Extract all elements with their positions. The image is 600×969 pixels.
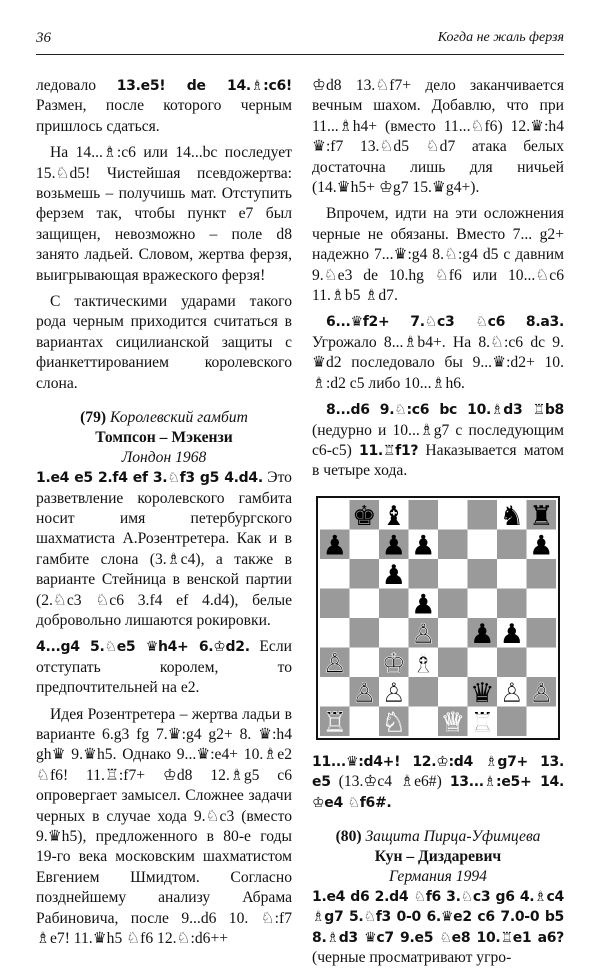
game-number: (79): [80, 409, 107, 427]
text-run: Размен, после которого черным пришлось сдаться.: [36, 97, 292, 135]
white-pawn-icon: [382, 677, 406, 708]
board-square: [438, 588, 468, 618]
paragraph: [36, 76, 292, 137]
paragraph: [36, 637, 292, 698]
board-square: [350, 588, 380, 618]
text-run: Угрожало 8...♗b4+. На 8.♘:c6 dc 9. ♛d2 последовало бы 9...♛:d2+ 10. ♗:d2 c5 либо 10...♗h6.: [312, 333, 564, 392]
paragraph: [312, 752, 564, 813]
board-square: [320, 559, 350, 589]
players: Томпсон – Мэкензи: [95, 429, 233, 447]
board-square: [497, 588, 527, 618]
game-80-header: [312, 827, 564, 887]
board-square: [438, 529, 468, 559]
text-run: С тактическими ударами такого рода черным приходится считаться в вариантах сицилианской защиты с фианкеттированием королевского слона.: [36, 293, 292, 392]
white-pawn-icon: [500, 677, 524, 708]
left-column: [36, 76, 292, 949]
text-run: ледовало: [36, 77, 117, 94]
paragraph: [312, 887, 564, 969]
paragraph: [312, 400, 564, 482]
move-notation: 8...d6 9.♘:c6 bc 10.♗d3 ♖b8: [326, 402, 564, 419]
text-run: Это разветвление королевского гамбита носит имя петербургского шахматиста А.Розентретера. Как и в гамбите слона (3.♗c4), а также в варианте Стейница в венской партии (2.♘c3 ♘c6 3.f4 ef 4.d4), белые добровольно лишаются рокировки.: [36, 469, 292, 629]
white-pawn-icon: [323, 648, 347, 679]
board-square: [409, 706, 439, 736]
board-square: [527, 618, 557, 648]
board-square: [350, 559, 380, 589]
chess-board: [320, 500, 556, 736]
board-square: [350, 647, 380, 677]
black-king-icon: [352, 500, 376, 531]
running-title: Когда не жаль ферзя: [437, 30, 564, 45]
board-square: [527, 559, 557, 589]
move-notation: 11.♖f1?: [359, 442, 419, 459]
black-pawn-icon: [529, 530, 553, 561]
move-notation: 1.e4 d6 2.d4 ♘f6 3.♘c3 g6 4.♗c4 ♗g7 5.♘f3 0-0 6.♛e2 c6 7.0-0 b5 8.♗d3 ♛c7 9.e5 ♘e8 10.♖e1 a6?: [312, 888, 564, 946]
opening-name: Королевский гамбит: [106, 409, 248, 427]
paragraph: [312, 204, 564, 306]
paragraph: [36, 143, 292, 286]
text-run: На 14...♗:c6 или 14...bc последует 15.♘d5! Чистейшая псевдожертва: возьмешь – получишь мат. Отступить ферзем так, чтобы пункт e7 был защищен, невозможно – поле d8 занято ладьей. Словом, жертва ферзя, выигрывающая вражеского ферзя!: [36, 144, 292, 284]
white-rook-icon: [323, 707, 347, 736]
text-run: ♔d8 13.♘f7+ дело заканчивается вечным шахом. Добавлю, что при 11...♗h4+ (вместо 11...♘f6) 12.♛:h4 ♛:f7 13.♘d5 ♘d7 атака белых достаточна лишь для ничьей (14.♛h5+ ♔g7 15.♛g4+).: [312, 77, 564, 197]
board-square: [527, 647, 557, 677]
board-square: [468, 559, 498, 589]
white-rook-icon: [470, 707, 494, 736]
board-square: [409, 500, 439, 530]
board-square: [379, 588, 409, 618]
board-square: [468, 647, 498, 677]
black-bishop-icon: [382, 500, 406, 531]
board-square: [350, 706, 380, 736]
text-run: (недурно и 10...♗g7 с последующим c6-c5): [312, 421, 564, 459]
black-pawn-icon: [411, 530, 435, 561]
board-square: [527, 588, 557, 618]
board-square: [438, 647, 468, 677]
white-pawn-icon: [411, 618, 435, 649]
board-square: [468, 500, 498, 530]
board-square: [320, 588, 350, 618]
paragraph: [36, 292, 292, 394]
board-square: [350, 529, 380, 559]
page-header: [36, 30, 564, 55]
black-pawn-icon: [323, 530, 347, 561]
game-place: Германия 1994: [389, 867, 487, 885]
board-square: [438, 500, 468, 530]
white-pawn-icon: [529, 677, 553, 708]
opening-name: Защита Пирца-Уфимцева: [361, 827, 541, 845]
move-notation: 13...♗:e5+ 14. ♔e4 ♘f6#.: [312, 774, 564, 811]
board-square: [468, 588, 498, 618]
black-queen-icon: [470, 677, 494, 708]
game-place: Лондон 1968: [121, 449, 207, 467]
black-pawn-icon: [382, 530, 406, 561]
chess-diagram: [316, 496, 560, 740]
board-square: [438, 618, 468, 648]
black-pawn-icon: [500, 618, 524, 649]
black-pawn-icon: [411, 589, 435, 620]
paragraph: [312, 76, 564, 198]
text-run: Идея Розентретера – жертва ладьи в варианте 6.g3 fg 7.♛:g4 g2+ 8. ♛:h4 gh♛ 9.♛h5. Однако 9...♛:e4+ 10.♗e2 ♘f6! 11.♖:f7+ ♔d8 12.♗g5 c6 опровергает замысел. Сложнее задачи черных в случае хода 9.♘c3 (вместо 9.♛h5), предложенного в 80-е годы 19-го века московским шахматистом Евгением Шмидтом. Согласно позднейшему анализу Абрама Рабиновича, после 9...d6 10. ♘:f7 ♗e7! 11.♛h5 ♘f6 12.♘:d6++: [36, 705, 292, 948]
board-square: [409, 677, 439, 707]
board-square: [350, 618, 380, 648]
board-square: [527, 706, 557, 736]
board-square: [320, 618, 350, 648]
paragraph: [36, 705, 292, 950]
board-square: [497, 706, 527, 736]
board-square: [468, 529, 498, 559]
text-run: Если отступать королем, то предпочтительней на e2.: [36, 638, 292, 697]
move-notation: 11...♛:d4+! 12.♔:d4 ♗g7+ 13. e5: [312, 753, 564, 791]
text-run: Впрочем, идти на эти осложнения черные не обязаны. Вместо 7... g2+ надежно 7...♛:g4 8.♘:g4 d5 с давним 9.♘e3 de 10.hg ♘f6 или 10...♘c6 11.♗b5 ♗d7.: [312, 205, 564, 305]
black-pawn-icon: [382, 559, 406, 590]
board-square: [497, 647, 527, 677]
board-square: [320, 500, 350, 530]
move-notation: 1.e4 e5 2.f4 ef 3.♘f3 g5 4.d4.: [36, 470, 263, 487]
board-square: [379, 618, 409, 648]
board-square: [320, 677, 350, 707]
move-notation: 13.e5! de 14.♗:c6!: [116, 78, 293, 94]
players: Кун – Диздаревич: [374, 847, 502, 865]
board-square: [497, 529, 527, 559]
white-king-icon: [382, 648, 406, 679]
right-column: [312, 76, 564, 969]
game-number: (80): [335, 827, 362, 845]
white-pawn-icon: [352, 677, 376, 708]
board-square: [497, 559, 527, 589]
white-bishop-icon: [411, 648, 435, 679]
move-notation: 6...♛f2+ 7.♘c3 ♘c6 8.a3.: [326, 314, 564, 331]
paragraph: [36, 468, 292, 631]
board-square: [438, 559, 468, 589]
game-79-header: [36, 408, 292, 468]
text-run: Наказывается матом в четыре хода.: [312, 441, 564, 480]
move-notation: 4...g4 5.♘e5 ♛h4+ 6.♔d2.: [36, 639, 250, 656]
board-square: [438, 677, 468, 707]
white-knight-icon: [382, 707, 406, 736]
board-square: [409, 559, 439, 589]
white-queen-icon: [441, 707, 465, 736]
black-knight-icon: [500, 500, 524, 531]
paragraph: [312, 312, 564, 394]
black-pawn-icon: [470, 618, 494, 649]
page-number: 36: [36, 30, 51, 46]
text-run: (13.♔c4 ♗e6#): [330, 773, 450, 791]
text-run: (черные просматривают угро-: [312, 949, 512, 967]
black-rook-icon: [529, 500, 553, 531]
